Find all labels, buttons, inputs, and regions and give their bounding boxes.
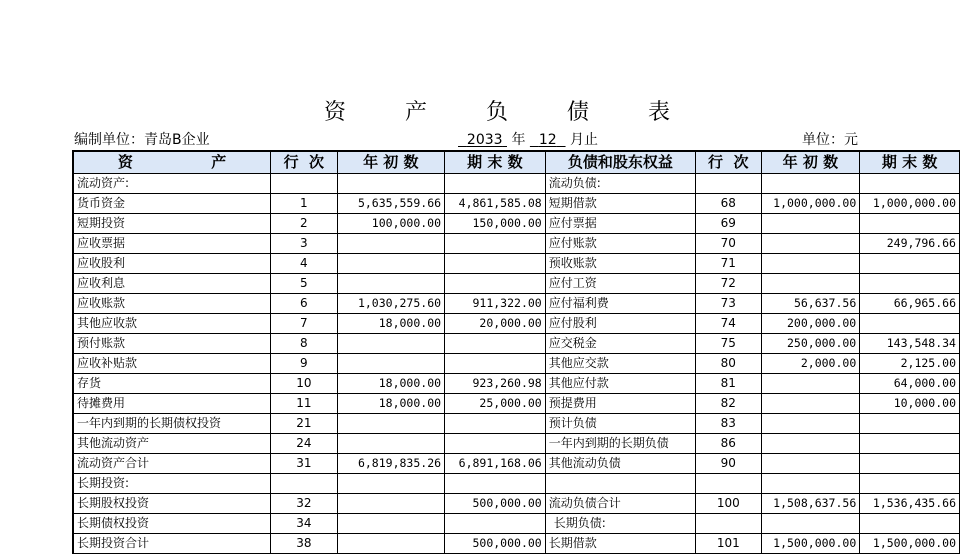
asset-item-cell: 长期投资: — [73, 474, 271, 494]
asset-line-no-cell: 11 — [271, 394, 337, 414]
asset-begin-cell — [337, 234, 444, 254]
table-row — [73, 454, 960, 474]
liability-item-cell: 其他应付款 — [545, 374, 695, 394]
asset-line-no-cell: 3 — [271, 234, 337, 254]
liability-item-cell: 应付股利 — [545, 314, 695, 334]
liability-begin-cell: 200,000.00 — [761, 314, 860, 334]
asset-begin-cell — [337, 354, 444, 374]
liability-end-cell — [860, 254, 960, 274]
liability-begin-cell: 2,000.00 — [761, 354, 860, 374]
liability-item-cell: 长期借款 — [545, 534, 695, 554]
liability-line-no-cell — [696, 474, 761, 494]
asset-line-no-cell: 10 — [271, 374, 337, 394]
asset-end-cell: 20,000.00 — [445, 314, 546, 334]
header-line-no: 行 次 — [271, 151, 337, 174]
liability-end-cell — [860, 314, 960, 334]
asset-item-cell: 应收账款 — [73, 294, 271, 314]
liability-item-cell: 应付账款 — [545, 234, 695, 254]
table-row — [73, 234, 960, 254]
asset-begin-cell: 5,635,559.66 — [337, 194, 444, 214]
liability-end-cell: 2,125.00 — [860, 354, 960, 374]
table-row — [73, 294, 960, 314]
liability-end-cell: 66,965.66 — [860, 294, 960, 314]
liability-line-no-cell — [696, 514, 761, 534]
liability-item-cell: 应交税金 — [545, 334, 695, 354]
table-row — [73, 494, 960, 514]
liability-item-cell: 应付票据 — [545, 214, 695, 234]
liability-end-cell — [860, 434, 960, 454]
liability-end-cell: 249,796.66 — [860, 234, 960, 254]
asset-begin-cell: 6,819,835.26 — [337, 454, 444, 474]
liability-line-no-cell: 80 — [696, 354, 761, 374]
asset-end-cell — [445, 474, 546, 494]
balance-sheet-table — [72, 150, 960, 554]
asset-end-cell — [445, 274, 546, 294]
currency-unit-label: 单位：元 — [802, 132, 858, 148]
liability-end-cell — [860, 474, 960, 494]
asset-item-cell: 其他流动资产 — [73, 434, 271, 454]
asset-begin-cell: 18,000.00 — [337, 374, 444, 394]
asset-end-cell: 923,260.98 — [445, 374, 546, 394]
asset-line-no-cell: 2 — [271, 214, 337, 234]
asset-line-no-cell: 8 — [271, 334, 337, 354]
liability-line-no-cell: 70 — [696, 234, 761, 254]
asset-begin-cell — [337, 174, 444, 194]
table-row — [73, 374, 960, 394]
asset-end-cell: 500,000.00 — [445, 494, 546, 514]
asset-begin-cell: 1,030,275.60 — [337, 294, 444, 314]
asset-end-cell: 25,000.00 — [445, 394, 546, 414]
liability-item-cell: 一年内到期的长期负债 — [545, 434, 695, 454]
period-year-unit: 年 — [511, 132, 526, 148]
asset-end-cell — [445, 334, 546, 354]
asset-begin-cell: 18,000.00 — [337, 314, 444, 334]
table-row — [73, 354, 960, 374]
liability-line-no-cell: 86 — [696, 434, 761, 454]
table-row — [73, 254, 960, 274]
liability-begin-cell — [761, 234, 860, 254]
asset-item-cell: 待摊费用 — [73, 394, 271, 414]
table-header-row — [73, 151, 960, 174]
liability-item-cell: 应付福利费 — [545, 294, 695, 314]
liability-end-cell — [860, 454, 960, 474]
header-begin: 年 初 数 — [337, 151, 444, 174]
asset-end-cell: 4,861,585.08 — [445, 194, 546, 214]
liability-end-cell: 64,000.00 — [860, 374, 960, 394]
table-row — [73, 474, 960, 494]
asset-item-cell: 流动资产合计 — [73, 454, 271, 474]
table-row — [73, 334, 960, 354]
liability-begin-cell: 1,500,000.00 — [761, 534, 860, 554]
liability-end-cell: 10,000.00 — [860, 394, 960, 414]
header-end-right: 期 末 数 — [860, 151, 960, 174]
asset-begin-cell — [337, 494, 444, 514]
liability-line-no-cell: 90 — [696, 454, 761, 474]
liability-item-cell: 预计负债 — [545, 414, 695, 434]
liability-begin-cell — [761, 274, 860, 294]
liability-begin-cell — [761, 254, 860, 274]
liability-item-cell: 短期借款 — [545, 194, 695, 214]
liability-end-cell — [860, 274, 960, 294]
liability-item-cell: 流动负债: — [545, 174, 695, 194]
asset-end-cell: 500,000.00 — [445, 534, 546, 554]
liability-begin-cell — [761, 434, 860, 454]
liability-line-no-cell: 72 — [696, 274, 761, 294]
liability-begin-cell: 1,508,637.56 — [761, 494, 860, 514]
liability-item-cell: 其他流动负债 — [545, 454, 695, 474]
asset-item-cell: 长期股权投资 — [73, 494, 271, 514]
table-row — [73, 214, 960, 234]
asset-item-cell: 短期投资 — [73, 214, 271, 234]
liability-end-cell — [860, 174, 960, 194]
asset-line-no-cell: 1 — [271, 194, 337, 214]
asset-end-cell — [445, 434, 546, 454]
asset-item-cell: 流动资产: — [73, 174, 271, 194]
liability-line-no-cell: 100 — [696, 494, 761, 514]
asset-item-cell: 一年内到期的长期债权投资 — [73, 414, 271, 434]
header-line-no-right: 行 次 — [696, 151, 761, 174]
asset-end-cell: 6,891,168.06 — [445, 454, 546, 474]
liability-item-cell: 预收账款 — [545, 254, 695, 274]
asset-end-cell: 150,000.00 — [445, 214, 546, 234]
period-month: 12 — [538, 132, 557, 148]
asset-end-cell — [445, 174, 546, 194]
liability-item-cell: 长期负债: — [545, 514, 695, 534]
asset-line-no-cell — [271, 474, 337, 494]
asset-item-cell: 应收票据 — [73, 234, 271, 254]
liability-line-no-cell: 69 — [696, 214, 761, 234]
asset-line-no-cell: 34 — [271, 514, 337, 534]
asset-line-no-cell: 31 — [271, 454, 337, 474]
header-begin-right: 年 初 数 — [761, 151, 860, 174]
table-row — [73, 314, 960, 334]
asset-item-cell: 货币资金 — [73, 194, 271, 214]
report-title: 资 产 负 债 表 — [324, 100, 696, 125]
period-year: 2033 — [466, 132, 503, 148]
org-label: 编制单位：青岛B企业 — [74, 132, 210, 148]
asset-begin-cell — [337, 514, 444, 534]
asset-begin-cell: 100,000.00 — [337, 214, 444, 234]
report-period — [458, 131, 598, 149]
asset-end-cell: 911,322.00 — [445, 294, 546, 314]
asset-line-no-cell: 7 — [271, 314, 337, 334]
asset-line-no-cell: 21 — [271, 414, 337, 434]
liability-end-cell — [860, 214, 960, 234]
asset-item-cell: 应收股利 — [73, 254, 271, 274]
period-month-unit: 月止 — [570, 132, 598, 148]
asset-line-no-cell: 24 — [271, 434, 337, 454]
asset-begin-cell — [337, 334, 444, 354]
liability-line-no-cell: 101 — [696, 534, 761, 554]
liability-item-cell: 应付工资 — [545, 274, 695, 294]
header-asset: 资 产 — [73, 151, 271, 174]
asset-begin-cell — [337, 254, 444, 274]
liability-begin-cell: 250,000.00 — [761, 334, 860, 354]
liability-line-no-cell: 68 — [696, 194, 761, 214]
asset-line-no-cell: 9 — [271, 354, 337, 374]
liability-item-cell: 其他应交款 — [545, 354, 695, 374]
liability-line-no-cell: 81 — [696, 374, 761, 394]
asset-end-cell — [445, 234, 546, 254]
asset-end-cell — [445, 254, 546, 274]
liability-end-cell — [860, 414, 960, 434]
liability-begin-cell — [761, 454, 860, 474]
liability-item-cell — [545, 474, 695, 494]
liability-line-no-cell: 74 — [696, 314, 761, 334]
liability-begin-cell — [761, 474, 860, 494]
table-row — [73, 174, 960, 194]
table-row — [73, 434, 960, 454]
liability-begin-cell — [761, 514, 860, 534]
liability-line-no-cell: 75 — [696, 334, 761, 354]
asset-end-cell — [445, 414, 546, 434]
liability-begin-cell: 1,000,000.00 — [761, 194, 860, 214]
liability-end-cell — [860, 514, 960, 534]
asset-begin-cell — [337, 414, 444, 434]
asset-line-no-cell: 5 — [271, 274, 337, 294]
asset-begin-cell — [337, 474, 444, 494]
header-liabilities: 负债和股东权益 — [545, 151, 695, 174]
asset-line-no-cell: 6 — [271, 294, 337, 314]
liability-begin-cell — [761, 394, 860, 414]
header-end: 期 末 数 — [445, 151, 546, 174]
asset-item-cell: 应收补贴款 — [73, 354, 271, 374]
liability-item-cell: 预提费用 — [545, 394, 695, 414]
asset-item-cell: 应收利息 — [73, 274, 271, 294]
asset-item-cell: 长期投资合计 — [73, 534, 271, 554]
asset-begin-cell: 18,000.00 — [337, 394, 444, 414]
asset-item-cell: 其他应收款 — [73, 314, 271, 334]
liability-line-no-cell: 82 — [696, 394, 761, 414]
asset-begin-cell — [337, 434, 444, 454]
asset-line-no-cell: 38 — [271, 534, 337, 554]
table-row — [73, 414, 960, 434]
liability-line-no-cell: 73 — [696, 294, 761, 314]
table-row — [73, 274, 960, 294]
liability-line-no-cell: 71 — [696, 254, 761, 274]
liability-line-no-cell — [696, 174, 761, 194]
asset-line-no-cell — [271, 174, 337, 194]
liability-item-cell: 流动负债合计 — [545, 494, 695, 514]
asset-item-cell: 长期债权投资 — [73, 514, 271, 534]
liability-begin-cell — [761, 214, 860, 234]
asset-item-cell: 预付账款 — [73, 334, 271, 354]
asset-end-cell — [445, 514, 546, 534]
asset-item-cell: 存货 — [73, 374, 271, 394]
table-row — [73, 514, 960, 534]
liability-end-cell: 143,548.34 — [860, 334, 960, 354]
liability-line-no-cell: 83 — [696, 414, 761, 434]
liability-begin-cell — [761, 174, 860, 194]
liability-begin-cell — [761, 414, 860, 434]
asset-end-cell — [445, 354, 546, 374]
asset-line-no-cell: 32 — [271, 494, 337, 514]
table-row — [73, 394, 960, 414]
table-row — [73, 534, 960, 554]
liability-begin-cell: 56,637.56 — [761, 294, 860, 314]
asset-line-no-cell: 4 — [271, 254, 337, 274]
table-row — [73, 194, 960, 214]
asset-begin-cell — [337, 534, 444, 554]
liability-end-cell: 1,500,000.00 — [860, 534, 960, 554]
liability-begin-cell — [761, 374, 860, 394]
liability-end-cell: 1,000,000.00 — [860, 194, 960, 214]
asset-begin-cell — [337, 274, 444, 294]
liability-end-cell: 1,536,435.66 — [860, 494, 960, 514]
